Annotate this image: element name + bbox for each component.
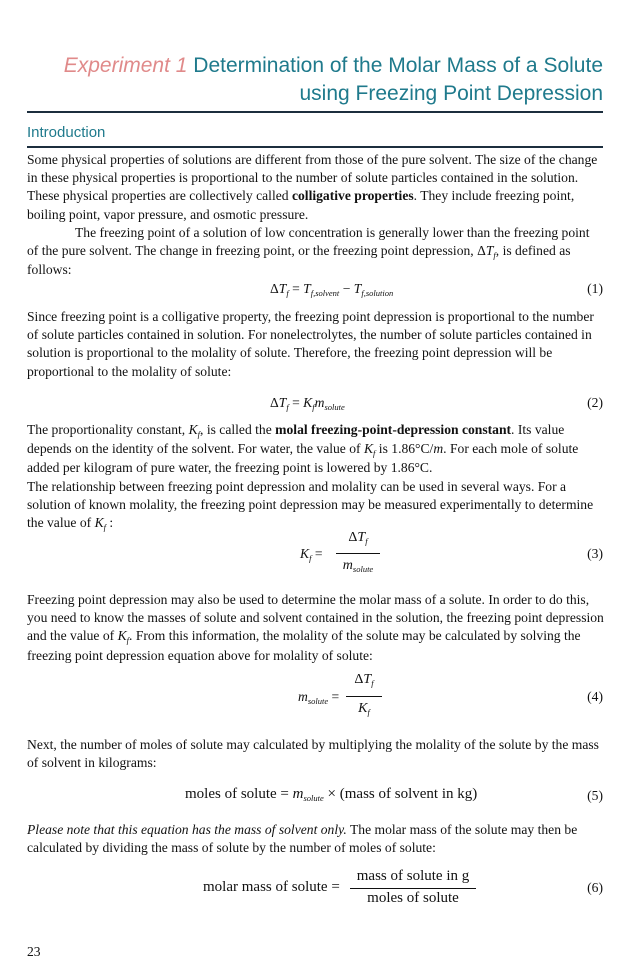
title-divider bbox=[27, 111, 603, 113]
fraction-bar bbox=[346, 696, 382, 697]
equation-6-numerator: mass of solute in g bbox=[356, 868, 470, 884]
equation-4-lhs: $m_{solute}$ = bbox=[298, 689, 340, 706]
equation-number-2: (2) bbox=[587, 395, 603, 410]
paragraph-freezing-point: The freezing point of a solution of low concentration is generally lower than the freezing point of the pure solvent. The change in freezing point, or the freezing point depression, $\Delta T_f$, is defined as follows: bbox=[27, 224, 590, 278]
paragraph-molar-mass: Freezing point depression may also be used to determine the molar mass of a solute. In order to do this, you need to know the masses of solute and solvent contained in the solution, the freezing point depression and the value of $K_f$. From this information, the molality of the solute may be calculated by solving the freezing point depression equation above for molality of solute: bbox=[27, 592, 604, 663]
equation-2: $\Delta T_f = K_fm_{solute}$ bbox=[270, 395, 345, 412]
equation-4-denominator: $K_f$ bbox=[358, 701, 370, 717]
paragraph-colligative: Since freezing point is a colligative property, the freezing point depression is proportional to the number of solute particles contained in solution. For nonelectrolytes, the number of solute particles contained in solution is proportional to the molality of solute. Therefore, the freezing point depression will be proportional to the molality of solute: bbox=[27, 309, 594, 379]
title-line-1: Determination of the Molar Mass of a Solute bbox=[193, 54, 603, 77]
paragraph-kf: The proportionality constant, $K_f$, is called the molal freezing-point-depression constant. Its value depends on the identity of the solvent. For water, the value of $K_f$ is 1.86°C/m. For each mole of solute added per kilogram of pure water, the freezing point is lowered by 1.86°C. The relationship between freezing point depression and molality can be used in several ways. For a solution of known molality, the freezing point depression may be measured experimentally to determine the value of $K_f$ : bbox=[27, 422, 594, 533]
equation-number-4: (4) bbox=[587, 689, 603, 704]
equation-number-1: (1) bbox=[587, 281, 603, 296]
fraction-bar bbox=[336, 553, 380, 554]
equation-number-3: (3) bbox=[587, 546, 603, 561]
equation-3-lhs: $K_f$ = bbox=[300, 546, 323, 563]
title-line-2: using Freezing Point Depression bbox=[299, 82, 603, 105]
equation-5: moles of solute = $m_{solute}$ × (mass of solvent in kg) bbox=[185, 786, 478, 803]
equation-6-denominator: moles of solute bbox=[367, 890, 459, 906]
equation-3-denominator: $m_{solute}$ bbox=[342, 558, 374, 574]
equation-1: $\Delta T_f = T_{f,solvent} - T_{f,solution}$ bbox=[270, 281, 394, 298]
experiment-label: Experiment 1 bbox=[63, 54, 188, 77]
term-molal-constant: molal freezing-point-depression constant bbox=[275, 422, 512, 437]
section-heading: Introduction bbox=[27, 124, 106, 141]
equation-number-5: (5) bbox=[587, 788, 603, 803]
equation-number-6: (6) bbox=[587, 880, 603, 895]
paragraph-intro: Some physical properties of solutions are different from those of the pure solvent. The size of the change in these physical properties is proportional to the number of solute particles contained in the solution. These physical properties are collectively called colligative properties. They include freezing point, boiling point, vapor pressure, and osmotic pressure. The freezing point of a solution of low concentration is generally lower than the freezing point of the pure solvent. The change in freezing point, or the freezing point depression, $\Delta T_f$, is defined as follows: bbox=[27, 151, 604, 279]
equation-4-numerator: $\Delta T_f$ bbox=[354, 672, 374, 688]
page-number: 23 bbox=[27, 944, 41, 959]
equation-3-numerator: $\Delta T_f$ bbox=[348, 530, 368, 546]
note-italic: Please note that this equation has the mass of solvent only. bbox=[27, 822, 347, 837]
page-title bbox=[43, 52, 603, 108]
paragraph-note: Please note that this equation has the mass of solvent only. The molar mass of the solute may then be calculated by dividing the mass of solute by the number of moles of solute: bbox=[27, 822, 578, 856]
term-colligative: colligative properties bbox=[291, 188, 414, 204]
paragraph-moles: Next, the number of moles of solute may calculated by multiplying the molality of the solute by the mass of solvent in kilograms: bbox=[27, 737, 599, 771]
section-divider bbox=[27, 146, 603, 148]
fraction-bar bbox=[350, 888, 476, 889]
equation-6-lhs: molar mass of solute = bbox=[203, 879, 340, 895]
